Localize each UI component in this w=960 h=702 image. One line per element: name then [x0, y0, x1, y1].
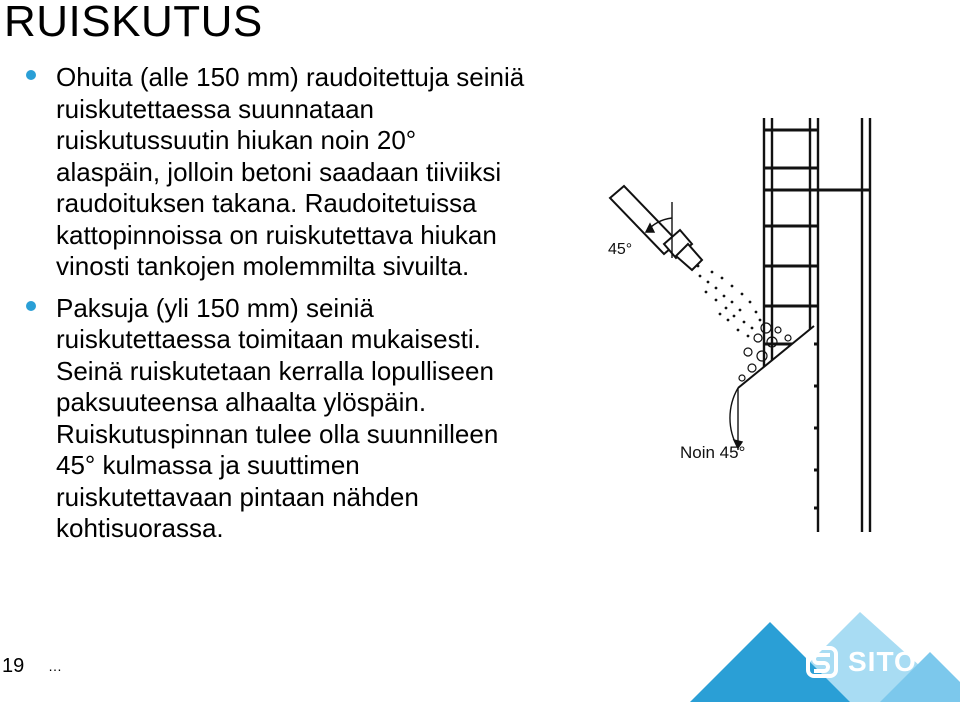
bullet-dot-icon: [26, 301, 36, 311]
bullet-line: kohtisuorassa.: [56, 513, 224, 543]
bullet-line: ruiskutussuutin hiukan noin 20°: [56, 125, 417, 155]
slide-title: RUISKUTUS: [4, 0, 263, 46]
nozzle-angle-label: 45°: [608, 241, 633, 258]
bullet-line: Seinä ruiskutetaan kerralla lopulliseen: [56, 355, 494, 386]
logo-text: SITO: [848, 646, 917, 677]
page-number: 19: [2, 655, 25, 677]
bullet-line: alaspäin, jolloin betoni saadaan tiiviiksi: [56, 156, 502, 187]
bullet-line: 45° kulmassa ja suuttimen: [56, 450, 360, 480]
bullet-item: [26, 62, 596, 283]
bullet-line: vinosti tankojen molemmilta sivuilta.: [56, 251, 470, 281]
bullet-line: paksuuteensa alhaalta ylöspäin.: [56, 387, 427, 417]
bullet-dot-icon: [26, 70, 36, 80]
bullet-line: ruiskutettaessa toimitaan mukaisesti.: [56, 324, 481, 354]
bullet-line: raudoituksen takana. Raudoitetuissa: [56, 188, 477, 218]
surface-angle-label: Noin 45°: [680, 443, 746, 462]
footer-text: …: [48, 658, 62, 674]
spraying-diagram: [588, 106, 928, 546]
bullet-list: [26, 62, 596, 555]
bullet-line: Paksuja (yli 150 mm) seiniä: [56, 292, 374, 323]
bullet-line: Ohuita (alle 150 mm) raudoitettuja seiniä: [56, 62, 525, 92]
bullet-line: ruiskutettaessa suunnataan: [56, 93, 374, 124]
bullet-item: [26, 293, 596, 545]
bullet-line: ruiskutettavaan pintaan nähden: [56, 481, 419, 512]
bullet-line: kattopinnoissa on ruiskutettava hiukan: [56, 219, 497, 250]
spray-particles: [697, 265, 762, 338]
bullet-line: Ruiskutuspinnan tulee olla suunnilleen: [56, 418, 499, 449]
